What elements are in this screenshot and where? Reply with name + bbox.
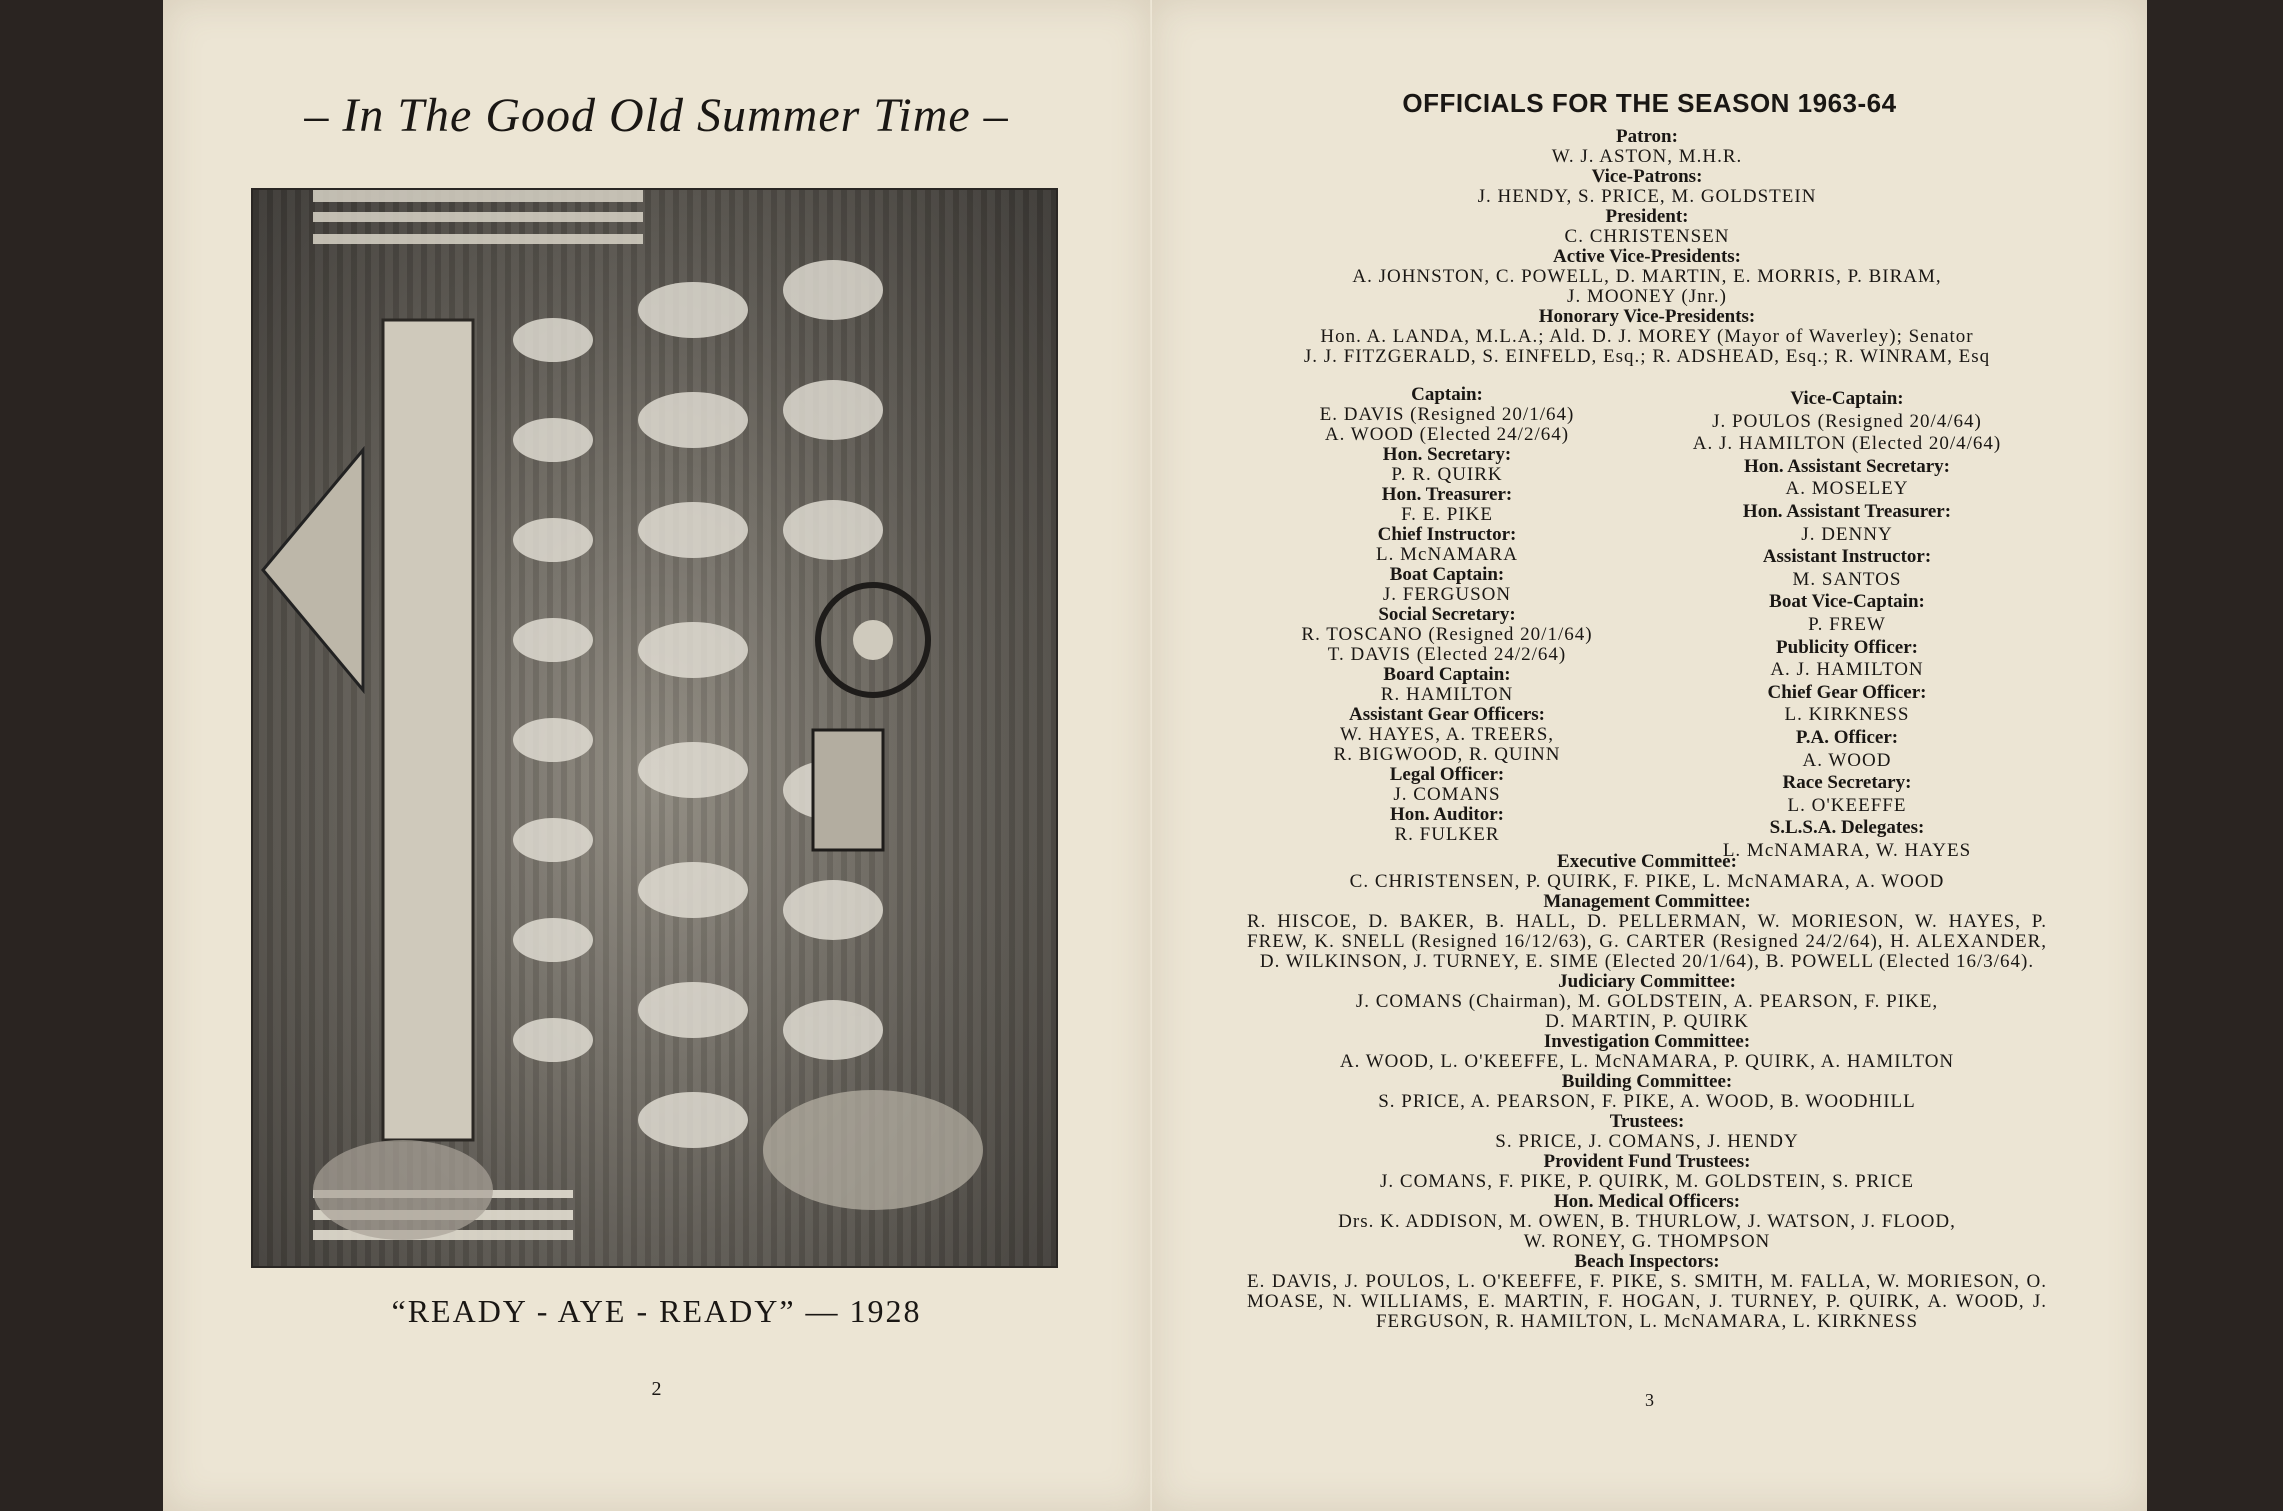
photo-caption: “READY - AYE - READY” — 1928: [391, 1293, 922, 1329]
provident-heading: Provident Fund Trustees:: [1543, 1151, 1751, 1172]
hon-asst-secretary-heading: Hon. Assistant Secretary:: [1744, 455, 1950, 477]
officials-title: OFFICIALS FOR THE SEASON 1963-64: [1402, 88, 1897, 118]
vice-captain-line2: A. J. HAMILTON (Elected 20/4/64): [1692, 433, 2002, 455]
captain-line2: A. WOOD (Elected 24/2/64): [1324, 424, 1570, 445]
chief-gear-officer-names: L. KIRKNESS: [1784, 704, 1910, 726]
left-page: [163, 0, 1150, 1511]
boat-vice-captain-names: P. FREW: [1808, 613, 1886, 635]
hon-auditor-names: R. FULKER: [1394, 824, 1500, 845]
active-vp-heading: Active Vice-Presidents:: [1552, 246, 1741, 267]
president-names: C. CHRISTENSEN: [1564, 226, 1730, 247]
race-secretary-heading: Race Secretary:: [1782, 772, 1912, 794]
publicity-officer-names: A. J. HAMILTON: [1770, 659, 1924, 681]
hon-asst-treasurer-heading: Hon. Assistant Treasurer:: [1742, 500, 1952, 522]
assistant-instructor-names: M. SANTOS: [1792, 568, 1902, 590]
page-number: 2: [651, 1378, 662, 1400]
race-secretary-names: L. O'KEEFFE: [1787, 794, 1907, 816]
boat-captain-heading: Boat Captain:: [1389, 564, 1505, 585]
assistant-instructor-heading: Assistant Instructor:: [1762, 546, 1932, 568]
photo-illustration: [253, 190, 1056, 1266]
trustees-names: S. PRICE, J. COMANS, J. HENDY: [1495, 1131, 1799, 1152]
building-heading: Building Committee:: [1561, 1071, 1733, 1092]
vice-patrons-heading: Vice-Patrons:: [1591, 166, 1703, 187]
beach-inspectors-heading: Beach Inspectors:: [1574, 1251, 1720, 1272]
board-captain-names: R. HAMILTON: [1380, 684, 1514, 705]
honorary-vp-heading: Honorary Vice-Presidents:: [1538, 306, 1756, 327]
hon-asst-treasurer-names: J. DENNY: [1801, 523, 1893, 545]
building-names: S. PRICE, A. PEARSON, F. PIKE, A. WOOD, B. WOODHILL: [1378, 1091, 1916, 1112]
medical-heading: Hon. Medical Officers:: [1553, 1191, 1741, 1212]
social-secretary-line2: T. DAVIS (Elected 24/2/64): [1327, 644, 1567, 665]
beach-inspectors-names: E. DAVIS, J. POULOS, L. O'KEEFFE, F. PIKE, S. SMITH, M. FALLA, W. MORIESON, O. MOASE, N. WILLIAMS, E. MARTIN, F. HOGAN, J. TURNEY, P. QUIRK, A. WOOD, J. FERGUSON, R. HAMILTON, L. McNAMARA, L. KIRKNESS: [1247, 1271, 2047, 1332]
slsa-delegates-heading: S.L.S.A. Delegates:: [1769, 817, 1925, 839]
judiciary-line2: D. MARTIN, P. QUIRK: [1545, 1011, 1749, 1032]
hon-secretary-heading: Hon. Secretary:: [1382, 444, 1512, 465]
hon-secretary-names: P. R. QUIRK: [1391, 464, 1503, 485]
patron-section: [1247, 127, 2047, 367]
executive-heading: Executive Committee:: [1557, 851, 1737, 872]
active-vp-line2: J. MOONEY (Jnr.): [1567, 286, 1727, 307]
hon-auditor-heading: Hon. Auditor:: [1389, 804, 1505, 825]
captain-heading: Captain:: [1411, 384, 1483, 405]
boat-captain-names: J. FERGUSON: [1382, 584, 1512, 605]
chief-instructor-heading: Chief Instructor:: [1377, 524, 1517, 545]
chief-gear-officer-heading: Chief Gear Officer:: [1767, 681, 1927, 703]
pa-officer-heading: P.A. Officer:: [1795, 726, 1899, 748]
active-vp-line1: A. JOHNSTON, C. POWELL, D. MARTIN, E. MORRIS, P. BIRAM,: [1352, 266, 1942, 287]
boat-vice-captain-heading: Boat Vice-Captain:: [1769, 591, 1925, 613]
social-secretary-line1: R. TOSCANO (Resigned 20/1/64): [1301, 624, 1593, 645]
slsa-delegates-names: L. McNAMARA, W. HAYES: [1722, 839, 1972, 861]
right-page: [1152, 0, 2147, 1511]
pa-officer-names: A. WOOD: [1802, 749, 1892, 771]
chief-instructor-names: L. McNAMARA: [1376, 544, 1518, 565]
management-names: R. HISCOE, D. BAKER, B. HALL, D. PELLERMAN, W. MORIESON, W. HAYES, P. FREW, K. SNELL (Resigned 16/12/63), G. CARTER (Resigned 24/2/64), H. ALEXANDER, D. WILKINSON, J. TURNEY, E. SIME (Elected 20/1/64), B. POWELL (Elected 16/3/64).: [1247, 911, 2047, 972]
medical-line2: W. RONEY, G. THOMPSON: [1523, 1231, 1771, 1252]
patron-heading: Patron:: [1616, 126, 1678, 147]
judiciary-line1: J. COMANS (Chairman), M. GOLDSTEIN, A. PEARSON, F. PIKE,: [1355, 991, 1939, 1012]
trustees-heading: Trustees:: [1609, 1111, 1685, 1132]
assistant-gear-heading: Assistant Gear Officers:: [1349, 704, 1545, 725]
judiciary-heading: Judiciary Committee:: [1558, 971, 1736, 992]
vice-captain-heading: Vice-Captain:: [1790, 388, 1904, 409]
legal-officer-names: J. COMANS: [1393, 784, 1501, 805]
assistant-gear-line1: W. HAYES, A. TREERS,: [1339, 724, 1555, 745]
investigation-names: A. WOOD, L. O'KEEFFE, L. McNAMARA, P. QUIRK, A. HAMILTON: [1339, 1051, 1955, 1072]
vice-patrons-names: J. HENDY, S. PRICE, M. GOLDSTEIN: [1477, 186, 1817, 207]
hon-treasurer-names: F. E. PIKE: [1401, 504, 1493, 525]
investigation-heading: Investigation Committee:: [1543, 1031, 1751, 1052]
management-heading: Management Committee:: [1543, 891, 1751, 912]
publicity-officer-heading: Publicity Officer:: [1776, 636, 1918, 658]
assistant-gear-line2: R. BIGWOOD, R. QUINN: [1333, 744, 1561, 765]
officials-left-column: [1247, 385, 1647, 845]
provident-names: J. COMANS, F. PIKE, P. QUIRK, M. GOLDSTEIN, S. PRICE: [1380, 1171, 1914, 1192]
honorary-vp-line2: J. J. FITZGERALD, S. EINFELD, Esq.; R. ADSHEAD, Esq.; R. WINRAM, Esq: [1303, 346, 1991, 367]
social-secretary-heading: Social Secretary:: [1378, 604, 1516, 625]
legal-officer-heading: Legal Officer:: [1389, 764, 1505, 785]
honorary-vp-line1: Hon. A. LANDA, M.L.A.; Ald. D. J. MOREY (Mayor of Waverley); Senator: [1320, 326, 1974, 347]
team-photograph: [251, 188, 1058, 1268]
vice-captain-line1: J. POULOS (Resigned 20/4/64): [1712, 410, 1982, 432]
patron-names: W. J. ASTON, M.H.R.: [1551, 146, 1743, 167]
medical-line1: Drs. K. ADDISON, M. OWEN, B. THURLOW, J. WATSON, J. FLOOD,: [1338, 1211, 1956, 1232]
hon-treasurer-heading: Hon. Treasurer:: [1381, 484, 1513, 505]
executive-names: C. CHRISTENSEN, P. QUIRK, F. PIKE, L. McNAMARA, A. WOOD: [1349, 871, 1945, 892]
officials-right-column: [1647, 388, 2047, 862]
captain-line1: E. DAVIS (Resigned 20/1/64): [1319, 404, 1575, 425]
board-captain-heading: Board Captain:: [1383, 664, 1511, 685]
page-number: 3: [1645, 1390, 1654, 1410]
committees-section: [1247, 852, 2047, 1332]
page-title: – In The Good Old Summer Time –: [304, 89, 1009, 142]
president-heading: President:: [1605, 206, 1689, 227]
hon-asst-secretary-names: A. MOSELEY: [1785, 478, 1909, 500]
